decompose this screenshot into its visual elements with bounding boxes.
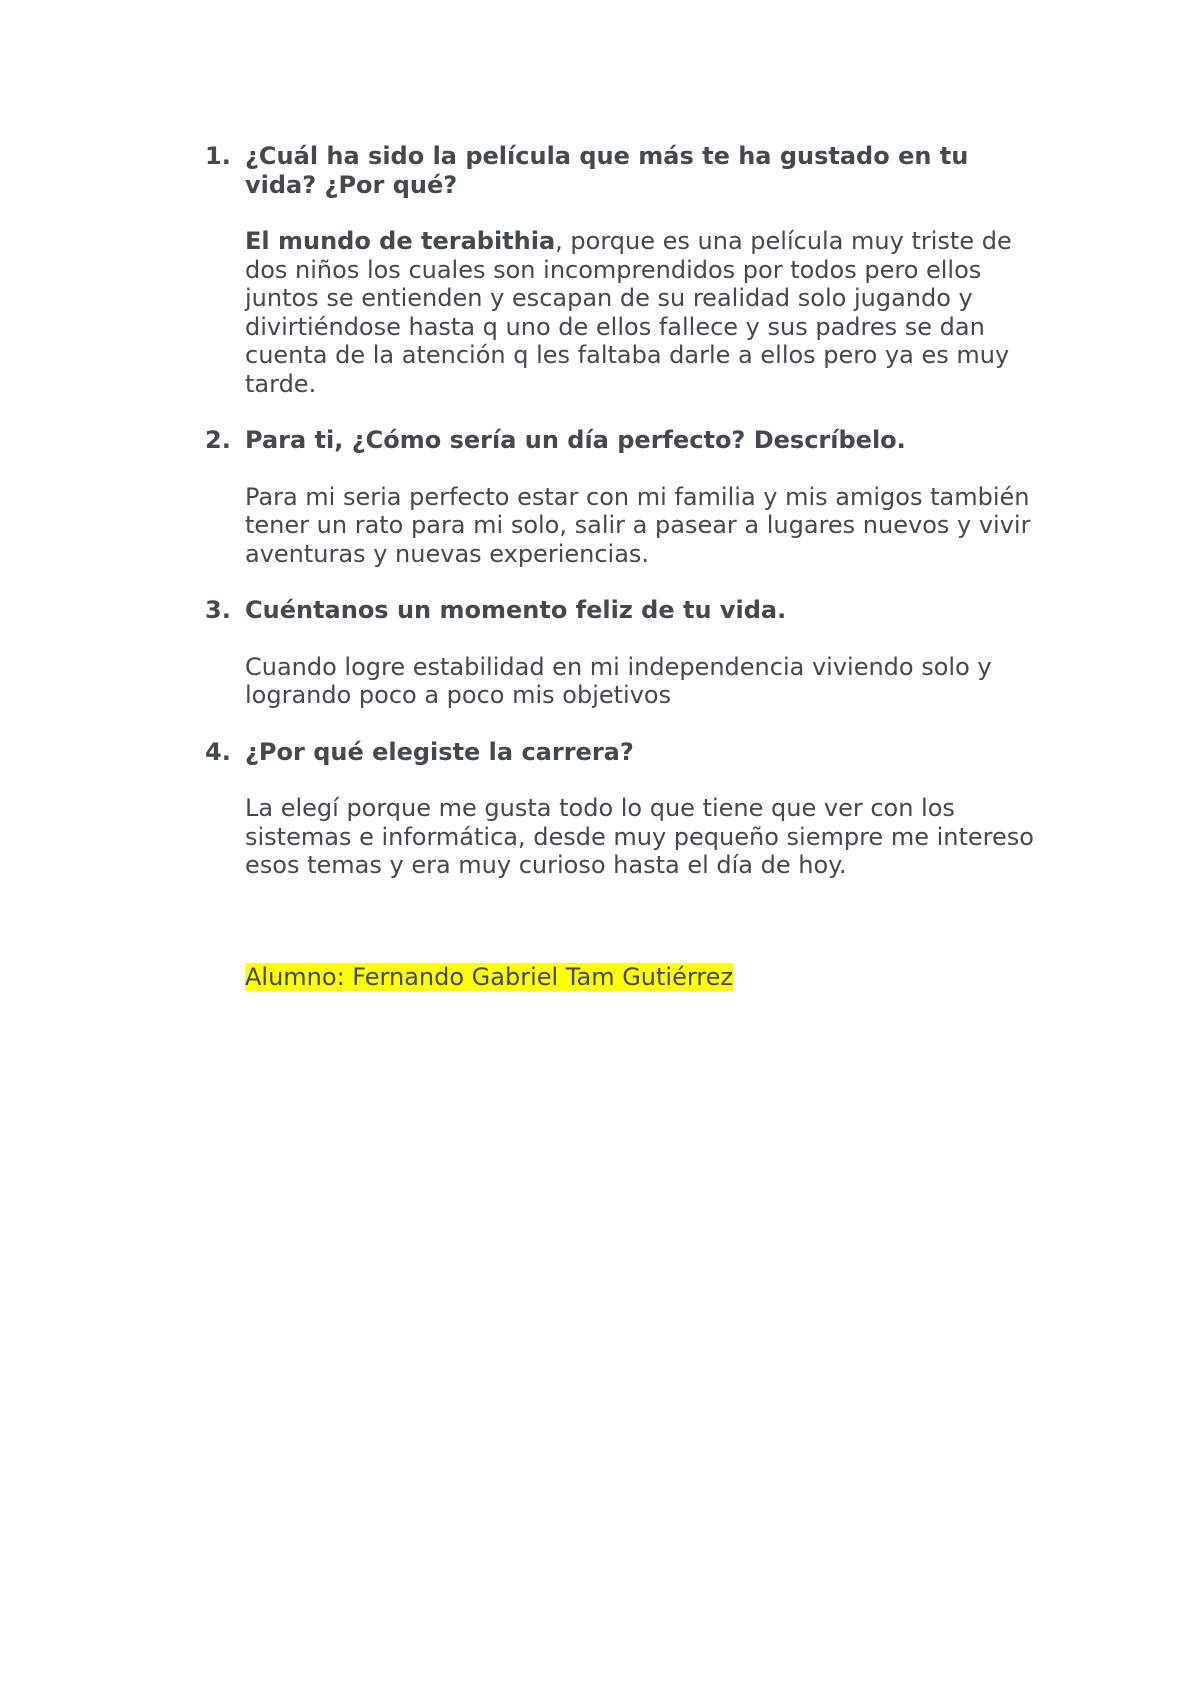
question-number: 3. — [205, 596, 231, 624]
question-item-3 — [205, 596, 1035, 710]
answer-lead: El mundo de terabithia — [245, 227, 556, 255]
question-number: 4. — [205, 737, 231, 766]
question-number: 1. — [205, 142, 231, 170]
question-text: ¿Por qué elegiste la carrera? — [245, 737, 634, 766]
answer-text: Cuando logre estabilidad en mi independencia viviendo solo y logrando poco a poco mis objetivos — [245, 652, 992, 709]
question-text: Para ti, ¿Cómo sería un día perfecto? Descríbelo. — [245, 426, 906, 454]
answer-text: La elegí porque me gusta todo lo que tiene que ver con los sistemas e informática, desde muy pequeño siempre me intereso esos temas y era muy curioso hasta el día de hoy. — [245, 794, 1034, 879]
question-item-4 — [205, 738, 1035, 880]
question-item-1 — [205, 142, 1035, 398]
question-item-2 — [205, 426, 1035, 568]
student-name-highlight: Alumno: Fernando Gabriel Tam Gutiérrez — [245, 963, 734, 991]
question-number: 2. — [205, 426, 231, 454]
answer-text: Para mi seria perfecto estar con mi familia y mis amigos también tener un rato para mi solo, salir a pasear a lugares nuevos y vivir aventuras y nuevas experiencias. — [245, 482, 1031, 568]
answer-text — [245, 227, 1035, 398]
question-text: ¿Cuál ha sido la película que más te ha gustado en tu vida? ¿Por qué? — [245, 142, 969, 199]
student-name — [245, 963, 733, 992]
question-list — [205, 142, 1035, 908]
question-text: Cuéntanos un momento feliz de tu vida. — [245, 596, 787, 624]
answer-body: , porque es una película muy triste de dos niños los cuales son incomprendidos por todos pero ellos juntos se entienden y escapan de su realidad solo jugando y divirtiéndose hasta q uno de ellos fallece y sus padres se dan cuenta de la atención q les faltaba darle a ellos pero ya es muy tarde. — [245, 227, 1012, 398]
